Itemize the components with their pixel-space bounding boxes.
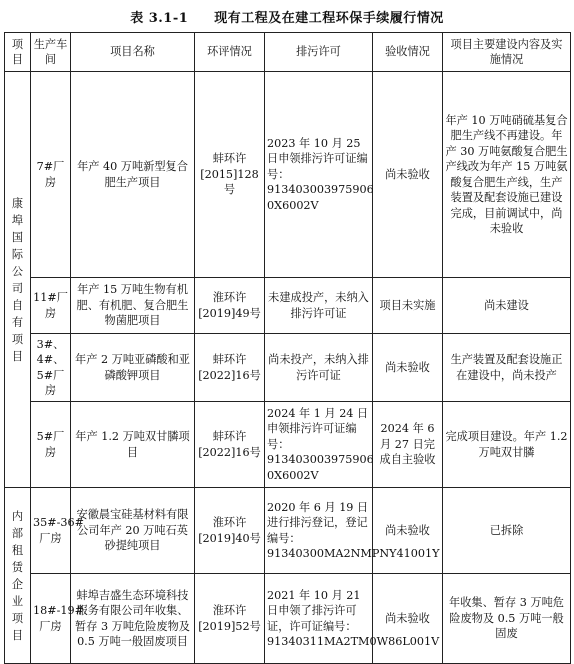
cell-permit: 2020 年 6 月 19 日进行排污登记，登记编号：91340300MA2NMPNY41001Y <box>265 488 373 574</box>
cell-acceptance: 尚未验收 <box>373 574 443 664</box>
header-workshop: 生产车间 <box>31 33 71 72</box>
cell-acceptance: 2024 年 6 月 27 日完成自主验收 <box>373 402 443 488</box>
cell-permit: 2021 年 10 月 21 日申领了排污许可证，许可证编号：91340311MA2TM0W86L001V <box>265 574 373 664</box>
header-status: 项目主要建设内容及实施情况 <box>443 33 571 72</box>
cell-workshop: 18#-19#厂房 <box>31 574 71 664</box>
header-row <box>5 33 571 72</box>
cell-name: 年产 15 万吨生物有机肥、有机肥、复合肥生物菌肥项目 <box>71 278 195 334</box>
cell-name: 年产 1.2 万吨双甘膦项目 <box>71 402 195 488</box>
cell-acceptance: 项目未实施 <box>373 278 443 334</box>
cell-name: 年产 2 万吨亚磷酸和亚磷酸钾项目 <box>71 334 195 402</box>
table-row <box>5 488 571 574</box>
cell-acceptance: 尚未验收 <box>373 72 443 278</box>
cell-status: 年收集、暂存 3 万吨危险废物及 0.5 万吨一般固废 <box>443 574 571 664</box>
cell-acceptance: 尚未验收 <box>373 334 443 402</box>
cell-workshop: 11#厂房 <box>31 278 71 334</box>
header-project: 项目 <box>5 33 31 72</box>
cell-status: 年产 10 万吨硝硫基复合肥生产线不再建设。年产 30 万吨氨酸复合肥生产线改为年产 15 万吨氨酸复合肥生产线，生产装置及配套设施已建设完成，目前调试中，尚未验收 <box>443 72 571 278</box>
cell-workshop: 5#厂房 <box>31 402 71 488</box>
cell-name: 安徽晨宝硅基材料有限公司年产 20 万吨石英砂提纯项目 <box>71 488 195 574</box>
header-eia: 环评情况 <box>195 33 265 72</box>
cell-status: 生产装置及配套设施正在建设中，尚未投产 <box>443 334 571 402</box>
header-permit: 排污许可 <box>265 33 373 72</box>
table-title <box>0 0 574 32</box>
cell-eia: 蚌环许[2015]128号 <box>195 72 265 278</box>
group-label: 康埠国际公司自有项目 <box>5 72 31 488</box>
table-row <box>5 334 571 402</box>
cell-workshop: 35#-36#厂房 <box>31 488 71 574</box>
header-name: 项目名称 <box>71 33 195 72</box>
cell-eia: 淮环许[2019]49号 <box>195 278 265 334</box>
table-caption: 现有工程及在建工程环保手续履行情况 <box>214 10 444 26</box>
cell-eia: 蚌环许[2022]16号 <box>195 334 265 402</box>
group-label: 内部租赁企业项目 <box>5 488 31 664</box>
cell-workshop: 3#、4#、5#厂房 <box>31 334 71 402</box>
table-row <box>5 278 571 334</box>
cell-status: 尚未建设 <box>443 278 571 334</box>
cell-permit: 2023 年 10 月 25 日申领排污许可证编号：913403003975906 0X6002V <box>265 72 373 278</box>
cell-eia: 蚌环许[2022]16号 <box>195 402 265 488</box>
cell-status: 完成项目建设。年产 1.2 万吨双甘膦 <box>443 402 571 488</box>
cell-eia: 淮环许[2019]40号 <box>195 488 265 574</box>
cell-status: 已拆除 <box>443 488 571 574</box>
cell-permit: 尚未投产，未纳入排污许可证 <box>265 334 373 402</box>
cell-workshop: 7#厂房 <box>31 72 71 278</box>
table-row <box>5 402 571 488</box>
cell-permit: 未建成投产，未纳入排污许可证 <box>265 278 373 334</box>
header-acceptance: 验收情况 <box>373 33 443 72</box>
table-number: 表 3.1-1 <box>130 10 189 26</box>
cell-name: 年产 40 万吨新型复合肥生产项目 <box>71 72 195 278</box>
table-row <box>5 574 571 664</box>
permit-status-table <box>4 32 571 664</box>
cell-permit: 2024 年 1 月 24 日申领排污许可证编号：913403003975906 0X6002V <box>265 402 373 488</box>
cell-name: 蚌埠吉盛生态环境科技服务有限公司年收集、暂存 3 万吨危险废物及 0.5 万吨一般固废项目 <box>71 574 195 664</box>
table-row <box>5 72 571 278</box>
cell-acceptance: 尚未验收 <box>373 488 443 574</box>
cell-eia: 淮环许[2019]52号 <box>195 574 265 664</box>
